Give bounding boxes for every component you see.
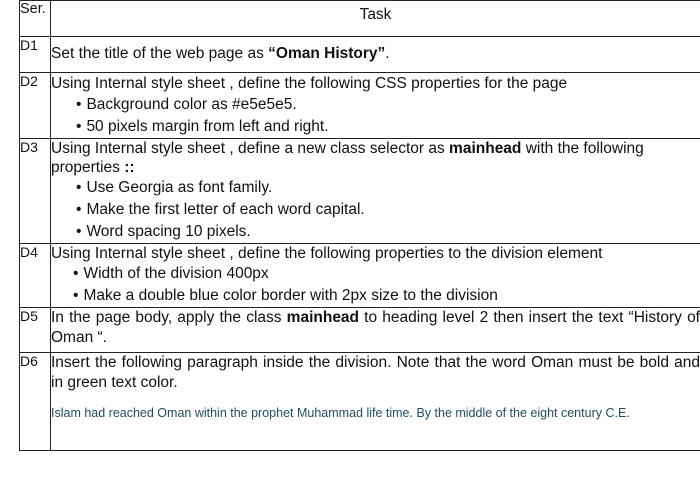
- task-intro: [51, 139, 700, 177]
- row-ser: D5: [20, 308, 51, 353]
- row-ser: D3: [20, 139, 51, 244]
- task-intro: Using Internal style sheet , define the following properties to the division element: [51, 245, 603, 262]
- task-text: [51, 139, 700, 244]
- task-intro: Insert the following paragraph inside the division. Note that the word Oman must be bold and in green text color.: [51, 354, 700, 391]
- task-intro: Using Internal style sheet , define the following CSS properties for the page: [51, 75, 568, 92]
- bullet-item: • Make the first letter of each word capital.: [76, 199, 700, 221]
- task-bold-text: ::: [124, 159, 135, 176]
- bullet-list: [51, 263, 700, 307]
- task-row-d4: [20, 244, 700, 308]
- sample-paragraph: Islam had reached Oman within the prophet Muhammad life time. By the middle of the eight century C.E.: [51, 406, 630, 420]
- task-text: [51, 73, 700, 139]
- row-ser: D2: [20, 73, 51, 139]
- task-bold-text: “Oman History”: [268, 45, 386, 62]
- bullet-item: • Make a double blue color border with 2px size to the division: [73, 285, 700, 307]
- task-text: [51, 308, 700, 353]
- header-task: Task: [51, 1, 700, 37]
- task-row-d3: [20, 139, 700, 244]
- row-ser: D1: [20, 37, 51, 73]
- task-text: [51, 353, 700, 451]
- task-text-part: Using Internal style sheet , define a new class selector as: [51, 140, 450, 157]
- task-row-d5: [20, 308, 700, 353]
- task-row-d2: [20, 73, 700, 139]
- row-ser: D4: [20, 244, 51, 308]
- task-text-part: In the page body, apply the class: [51, 309, 287, 326]
- task-text-part: to heading level 2 then insert the text “History of Oman “.: [51, 309, 700, 346]
- task-text-part: Set the title of the web page as: [51, 45, 269, 62]
- bullet-item: • 50 pixels margin from left and right.: [76, 116, 700, 138]
- bullet-item: • Width of the division 400px: [73, 263, 700, 285]
- task-text-part: .: [385, 45, 390, 62]
- bullet-list: [51, 94, 700, 138]
- row-ser: D6: [20, 353, 51, 451]
- task-row-d6: [20, 353, 700, 451]
- bullet-item: • Word spacing 10 pixels.: [76, 221, 700, 243]
- task-text-part: with the following properties: [51, 140, 644, 176]
- task-row-d1: [20, 37, 700, 73]
- header-row: [20, 1, 700, 37]
- task-bold-text: mainhead: [449, 140, 522, 157]
- header-ser: Ser.: [20, 1, 51, 37]
- bullet-list: [51, 177, 700, 243]
- task-bold-text: mainhead: [286, 309, 360, 326]
- task-text: [51, 244, 700, 308]
- bullet-item: • Background color as #e5e5e5.: [76, 94, 700, 116]
- bullet-item: • Use Georgia as font family.: [76, 177, 700, 199]
- task-text: [51, 37, 700, 73]
- task-table: [19, 0, 700, 451]
